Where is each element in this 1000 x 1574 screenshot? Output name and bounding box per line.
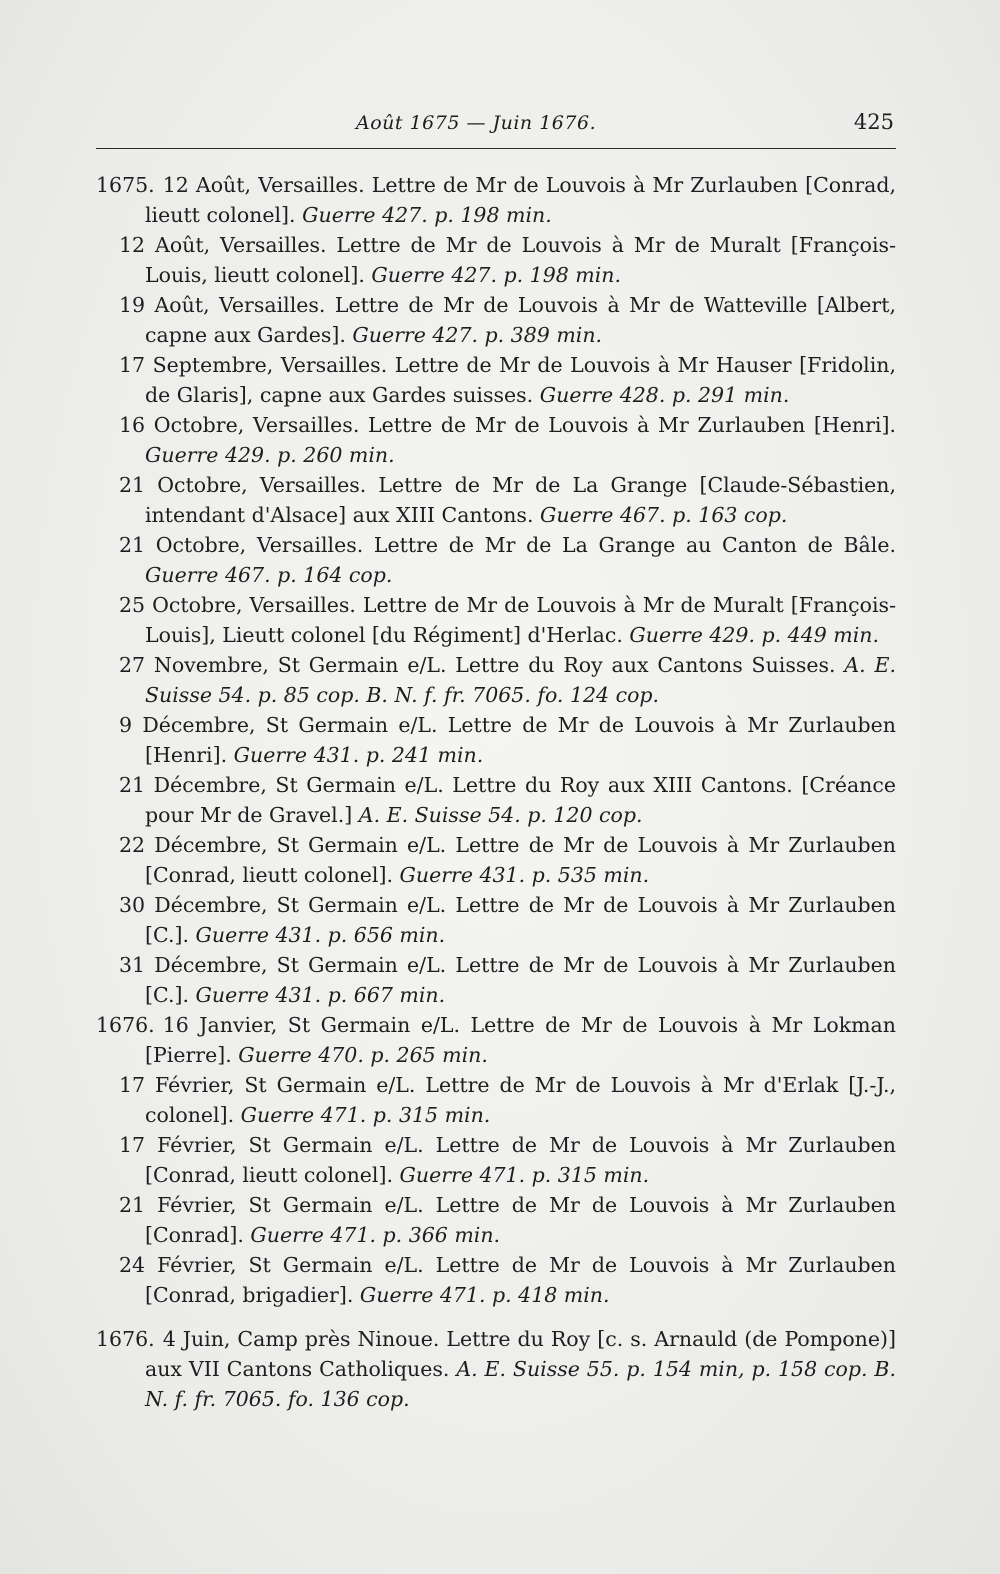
entry-year: 1676.: [96, 1013, 155, 1037]
entry-reference: Guerre 467. p. 164 cop.: [145, 563, 393, 587]
entry-reference: Guerre 471. p. 315 min.: [399, 1163, 650, 1187]
list-item: [96, 470, 896, 530]
entry-text: 22 Décembre, St Germain e/L. Lettre de Mr de Louvois à Mr Zurlauben [Conrad, lieutt colonel].: [119, 833, 896, 887]
entry-reference: Guerre 471. p. 418 min.: [359, 1283, 610, 1307]
list-item: [96, 350, 896, 410]
entry-text: 9 Décembre, St Germain e/L. Lettre de Mr de Louvois à Mr Zurlauben [Henri].: [119, 713, 896, 767]
entry-reference: Guerre 431. p. 667 min.: [195, 983, 446, 1007]
list-item: [96, 530, 896, 590]
list-item: [96, 230, 896, 290]
list-item: [96, 290, 896, 350]
entry-text: 27 Novembre, St Germain e/L. Lettre du Roy aux Cantons Suisses.: [119, 653, 836, 677]
entry-reference: A. E. Suisse 54. p. 120 cop.: [358, 803, 643, 827]
entry-reference: Guerre 429. p. 260 min.: [145, 443, 395, 467]
running-head: Août 1675 — Juin 1676.: [356, 112, 597, 134]
entry-text: 16 Janvier, St Germain e/L. Lettre de Mr de Louvois à Mr Lokman [Pierre].: [145, 1013, 896, 1067]
entry-text: 16 Octobre, Versailles. Lettre de Mr de Louvois à Mr Zurlauben [Henri].: [119, 413, 896, 437]
entry-reference: A. E. Suisse 54. p. 85 cop. B. N. f. fr. 7065. fo. 124 cop.: [145, 653, 896, 707]
entry-reference: Guerre 471. p. 315 min.: [240, 1103, 491, 1127]
entry-text: 17 Février, St Germain e/L. Lettre de Mr de Louvois à Mr d'Erlak [J.-J., colonel].: [119, 1073, 896, 1127]
entry-text: 21 Octobre, Versailles. Lettre de Mr de La Grange au Canton de Bâle.: [119, 533, 896, 557]
entry-text: 17 Septembre, Versailles. Lettre de Mr de Louvois à Mr Hauser [Fridolin, de Glaris], capne aux Gardes suisses.: [119, 353, 896, 407]
list-item: [96, 590, 896, 650]
list-item: [96, 410, 896, 470]
entry-text: 21 Octobre, Versailles. Lettre de Mr de La Grange [Claude-Sébastien, intendant d'Alsace] aux XIII Cantons.: [119, 473, 896, 527]
list-item: [96, 950, 896, 1010]
list-item: [96, 710, 896, 770]
entry-reference: Guerre 427. p. 198 min.: [302, 203, 552, 227]
list-item: [96, 1070, 896, 1130]
entry-reference: Guerre 470. p. 265 min.: [238, 1043, 488, 1067]
entry-reference: Guerre 431. p. 656 min.: [195, 923, 446, 947]
list-item: [96, 890, 896, 950]
entry-text: 4 Juin, Camp près Ninoue. Lettre du Roy [c. s. Arnauld (de Pompone)] aux VII Cantons Catholiques.: [145, 1327, 896, 1381]
list-item: [96, 1010, 896, 1070]
list-item: [96, 770, 896, 830]
entry-year: 1675.: [96, 173, 155, 197]
entry-reference: Guerre 428. p. 291 min.: [539, 383, 790, 407]
header-rule: [96, 148, 896, 149]
entry-reference: Guerre 431. p. 535 min.: [399, 863, 650, 887]
entry-text: 12 Août, Versailles. Lettre de Mr de Louvois à Mr Zurlauben [Conrad, lieutt colonel].: [145, 173, 896, 227]
list-item: [96, 1250, 896, 1310]
entry-reference: Guerre 467. p. 163 cop.: [540, 503, 788, 527]
entry-text: 31 Décembre, St Germain e/L. Lettre de Mr de Louvois à Mr Zurlauben [C.].: [119, 953, 896, 1007]
list-item: [96, 1324, 896, 1414]
entry-reference: A. E. Suisse 55. p. 154 min, p. 158 cop. B. N. f. fr. 7065. fo. 136 cop.: [145, 1357, 896, 1411]
entry-text: 17 Février, St Germain e/L. Lettre de Mr de Louvois à Mr Zurlauben [Conrad, lieutt colonel].: [119, 1133, 896, 1187]
page-number: 425: [853, 110, 894, 134]
entry-reference: Guerre 429. p. 449 min.: [629, 623, 880, 647]
entry-year: 1676.: [96, 1327, 155, 1351]
list-item: [96, 650, 896, 710]
list-item: [96, 170, 896, 230]
page-header: [96, 104, 896, 144]
entry-reference: Guerre 427. p. 389 min.: [352, 323, 603, 347]
entry-text: 24 Février, St Germain e/L. Lettre de Mr de Louvois à Mr Zurlauben [Conrad, brigadier].: [119, 1253, 896, 1307]
entry-reference: Guerre 471. p. 366 min.: [250, 1223, 501, 1247]
entry-text: 19 Août, Versailles. Lettre de Mr de Louvois à Mr de Watteville [Albert, capne aux Gardes].: [119, 293, 896, 347]
entry-reference: Guerre 431. p. 241 min.: [233, 743, 484, 767]
entry-text: 21 Décembre, St Germain e/L. Lettre du Roy aux XIII Cantons. [Créance pour Mr de Gravel.]: [119, 773, 896, 827]
entry-text: 25 Octobre, Versailles. Lettre de Mr de Louvois à Mr de Muralt [François-Louis], Lieutt colonel [du Régiment] d'Herlac.: [119, 593, 896, 647]
entry-text: 12 Août, Versailles. Lettre de Mr de Louvois à Mr de Muralt [François-Louis, lieutt colonel].: [119, 233, 896, 287]
entry-text: 21 Février, St Germain e/L. Lettre de Mr de Louvois à Mr Zurlauben [Conrad].: [119, 1193, 896, 1247]
list-item: [96, 1130, 896, 1190]
entry-list: [96, 170, 896, 1414]
list-item: [96, 1190, 896, 1250]
entry-text: 30 Décembre, St Germain e/L. Lettre de Mr de Louvois à Mr Zurlauben [C.].: [119, 893, 896, 947]
entry-reference: Guerre 427. p. 198 min.: [371, 263, 622, 287]
list-item: [96, 830, 896, 890]
